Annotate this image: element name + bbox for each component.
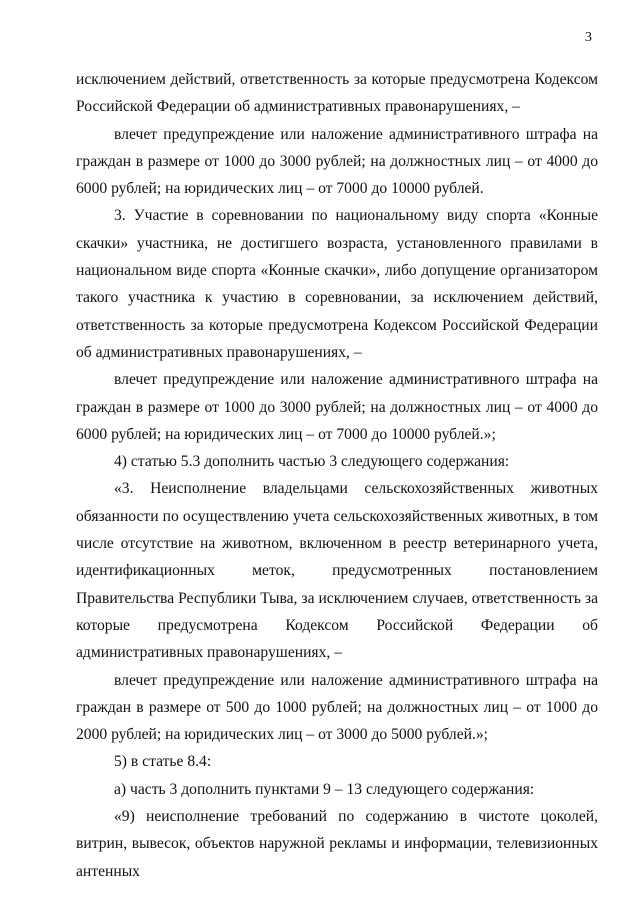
paragraph-penalty-1: влечет предупреждение или наложение административного штрафа на граждан в размере от 1000 до 3000 рублей; на должностных лиц – от 4000 до 6000 рублей; на юридических лиц – от 7000 до 10000 рублей. [76,125,598,198]
page-number: 3 [585,30,592,45]
paragraph-penalty-2: влечет предупреждение или наложение административного штрафа на граждан в размере от 1000 до 3000 рублей; на должностных лиц – от 4000 до 6000 рублей; на юридических лиц – от 7000 до 10000 рублей.»; [76,371,598,443]
paragraph-penalty-3: влечет предупреждение или наложение административного штрафа на граждан в размере от 500 до 1000 рублей; на должностных лиц – от 1000 до 2000 рублей; на юридических лиц – от 3000 до 5000 рублей.»; [76,671,598,744]
paragraph-part-3-livestock: «3. Неисполнение владельцами сельскохозяйственных животных обязанности по осуществлению учета сельскохозяйственных животных, в том числе отсутствие на животном, включенном в реестр ветеринарного учета, идентификационных меток, предусмотренных постановлением Правительства Республики Тыва, за исключением случаев, ответственность за которые предусмотрена Кодексом Российской Федерации об административных правонарушениях, – [76,480,598,662]
paragraph-continuation: исключением действий, ответственность за которые предусмотрена Кодексом Российской Федерации об административных правонарушениях, – [76,71,598,116]
paragraph-item-9: «9) неисполнение требований по содержанию в чистоте цоколей, витрин, вывесок, объектов наружной рекламы и информации, телевизионных антенных [76,808,598,880]
paragraph-part-3-items: а) часть 3 дополнить пунктами 9 – 13 следующего содержания: [114,780,535,798]
paragraph-article-8-4: 5) в статье 8.4: [114,753,212,771]
paragraph-amendment-5-3: 4) статью 5.3 дополнить частью 3 следующего содержания: [114,453,510,471]
paragraph-part-3-horse-racing: 3. Участие в соревновании по национальному виду спорта «Конные скачки» участника, не достигшего возраста, установленного правилами в национальном виде спорта «Конные скачки», либо допущение организатором такого участника к участию в соревновании, за исключением действий, ответственность за которые предусмотрена Кодексом Российской Федерации об административных правонарушениях, – [76,207,598,361]
document-body [76,66,598,885]
